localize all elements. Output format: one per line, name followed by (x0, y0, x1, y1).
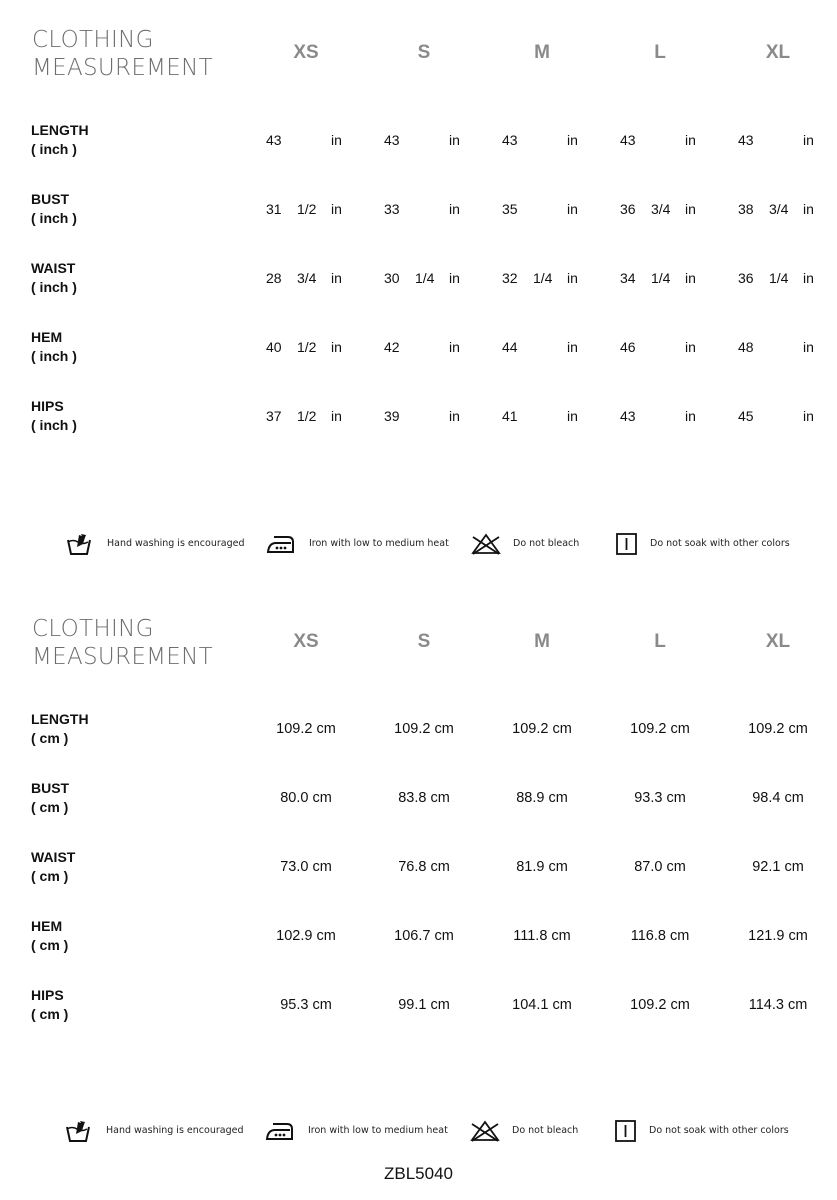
table-row (0, 779, 837, 819)
size-m-header: M (534, 631, 550, 652)
value-cm: 98.4 cm (752, 790, 804, 806)
value-cm: 111.8 cm (513, 928, 571, 944)
size-l-header: L (654, 631, 666, 652)
value-whole: 37 (266, 408, 282, 424)
row-label (31, 328, 77, 366)
measurement-unit: ( cm ) (31, 937, 69, 953)
value-fraction: 1/4 (769, 270, 789, 286)
value-cm: 80.0 cm (280, 790, 332, 806)
iron-icon (266, 532, 296, 556)
title-line-2: MEASUREMENT (32, 644, 213, 670)
value-cm: 87.0 cm (634, 859, 686, 875)
hand-wash-icon (66, 532, 92, 556)
row-label (31, 121, 89, 159)
value-unit: in (567, 132, 578, 148)
measurement-unit: ( inch ) (31, 348, 77, 364)
value-whole: 40 (266, 339, 282, 355)
iron-icon (265, 1119, 295, 1143)
measurement-unit: ( inch ) (31, 417, 77, 433)
title-line-1: CLOTHING (32, 616, 154, 642)
value-cm: 109.2 cm (630, 721, 690, 737)
care-instructions (0, 1117, 837, 1147)
value-cm: 83.8 cm (398, 790, 450, 806)
value-fraction: 1/2 (297, 201, 317, 217)
no-bleach-icon (470, 532, 502, 556)
hand-wash-text: Hand washing is encouraged (106, 1125, 244, 1136)
value-unit: in (567, 339, 578, 355)
size-xs-header: XS (293, 42, 319, 63)
value-unit: in (449, 201, 460, 217)
value-unit: in (449, 339, 460, 355)
iron-text: Iron with low to medium heat (309, 538, 449, 549)
measurement-name: HIPS (31, 398, 64, 414)
hand-wash-icon (65, 1119, 91, 1143)
value-cm: 109.2 cm (630, 997, 690, 1013)
measurement-unit: ( inch ) (31, 141, 77, 157)
no-soak-text: Do not soak with other colors (649, 1125, 789, 1136)
value-cm: 95.3 cm (280, 997, 332, 1013)
value-unit: in (685, 201, 696, 217)
no-soak-icon (614, 1119, 638, 1143)
size-xl-header: XL (765, 42, 791, 63)
value-whole: 43 (620, 408, 636, 424)
value-cm: 81.9 cm (516, 859, 568, 875)
value-cm: 121.9 cm (748, 928, 808, 944)
care-instructions (0, 530, 837, 560)
value-cm: 102.9 cm (276, 928, 336, 944)
no-soak-icon (615, 532, 639, 556)
table-row (0, 190, 837, 230)
no-bleach-icon (469, 1119, 501, 1143)
row-label (31, 917, 68, 955)
value-whole: 36 (738, 270, 754, 286)
value-unit: in (567, 270, 578, 286)
value-unit: in (331, 339, 342, 355)
value-cm: 76.8 cm (398, 859, 450, 875)
title-line-1: CLOTHING (32, 27, 154, 53)
value-whole: 43 (266, 132, 282, 148)
size-xs-header: XS (293, 631, 319, 652)
value-whole: 34 (620, 270, 636, 286)
value-fraction: 1/4 (533, 270, 553, 286)
value-cm: 116.8 cm (630, 928, 690, 944)
value-whole: 35 (502, 201, 518, 217)
measurement-name: WAIST (31, 849, 76, 865)
value-cm: 73.0 cm (280, 859, 332, 875)
table-row (0, 259, 837, 299)
value-whole: 39 (384, 408, 400, 424)
value-cm: 114.3 cm (748, 997, 808, 1013)
value-unit: in (449, 408, 460, 424)
measurement-name: WAIST (31, 260, 76, 276)
size-s-header: S (417, 42, 431, 63)
value-cm: 92.1 cm (752, 859, 804, 875)
measurement-name: HIPS (31, 987, 64, 1003)
value-unit: in (803, 201, 814, 217)
value-cm: 93.3 cm (634, 790, 686, 806)
row-label (31, 710, 89, 748)
value-fraction: 1/4 (651, 270, 671, 286)
iron-text: Iron with low to medium heat (308, 1125, 448, 1136)
value-cm: 109.2 cm (748, 721, 808, 737)
size-header-row (0, 42, 837, 64)
value-whole: 31 (266, 201, 282, 217)
value-fraction: 1/2 (297, 339, 317, 355)
table-row (0, 917, 837, 957)
value-whole: 48 (738, 339, 754, 355)
value-unit: in (803, 270, 814, 286)
value-cm: 104.1 cm (512, 997, 572, 1013)
value-unit: in (331, 408, 342, 424)
no-soak-text: Do not soak with other colors (650, 538, 790, 549)
no-bleach-text: Do not bleach (512, 1125, 579, 1136)
value-whole: 44 (502, 339, 518, 355)
value-cm: 109.2 cm (512, 721, 572, 737)
value-cm: 109.2 cm (394, 721, 454, 737)
value-unit: in (803, 132, 814, 148)
value-unit: in (567, 408, 578, 424)
value-fraction: 1/4 (415, 270, 435, 286)
no-bleach-text: Do not bleach (513, 538, 580, 549)
value-unit: in (685, 408, 696, 424)
product-code: ZBL5040 (384, 1164, 453, 1183)
row-label (31, 190, 77, 228)
value-whole: 43 (620, 132, 636, 148)
row-label (31, 986, 68, 1024)
value-whole: 42 (384, 339, 400, 355)
row-label (31, 259, 77, 297)
value-unit: in (685, 270, 696, 286)
value-whole: 41 (502, 408, 518, 424)
title-line-2: MEASUREMENT (32, 55, 213, 81)
measurement-name: BUST (31, 780, 70, 796)
value-unit: in (331, 270, 342, 286)
value-whole: 28 (266, 270, 282, 286)
table-row (0, 710, 837, 750)
value-cm: 109.2 cm (276, 721, 336, 737)
value-whole: 32 (502, 270, 518, 286)
size-m-header: M (534, 42, 550, 63)
size-s-header: S (417, 631, 431, 652)
measurement-unit: ( cm ) (31, 868, 69, 884)
table-row (0, 397, 837, 437)
value-whole: 38 (738, 201, 754, 217)
value-unit: in (331, 201, 342, 217)
value-unit: in (567, 201, 578, 217)
measurement-unit: ( inch ) (31, 279, 77, 295)
value-unit: in (803, 339, 814, 355)
measurement-unit: ( inch ) (31, 210, 77, 226)
value-cm: 106.7 cm (394, 928, 454, 944)
value-unit: in (331, 132, 342, 148)
measurement-name: LENGTH (31, 122, 89, 138)
value-cm: 99.1 cm (398, 997, 450, 1013)
measurement-name: HEM (31, 329, 63, 345)
value-fraction: 3/4 (297, 270, 317, 286)
value-whole: 30 (384, 270, 400, 286)
value-whole: 33 (384, 201, 400, 217)
measurement-unit: ( cm ) (31, 730, 69, 746)
value-unit: in (685, 132, 696, 148)
row-label (31, 397, 77, 435)
measurement-name: HEM (31, 918, 63, 934)
size-l-header: L (654, 42, 666, 63)
value-fraction: 3/4 (769, 201, 789, 217)
table-row (0, 328, 837, 368)
value-unit: in (803, 408, 814, 424)
value-unit: in (685, 339, 696, 355)
measurement-name: LENGTH (31, 711, 89, 727)
measurement-unit: ( cm ) (31, 1006, 69, 1022)
row-label (31, 779, 69, 817)
value-whole: 43 (384, 132, 400, 148)
value-unit: in (449, 270, 460, 286)
value-fraction: 1/2 (297, 408, 317, 424)
value-whole: 45 (738, 408, 754, 424)
value-whole: 43 (502, 132, 518, 148)
value-whole: 36 (620, 201, 636, 217)
value-fraction: 3/4 (651, 201, 671, 217)
hand-wash-text: Hand washing is encouraged (107, 538, 245, 549)
table-row (0, 986, 837, 1026)
table-row (0, 848, 837, 888)
value-whole: 46 (620, 339, 636, 355)
size-xl-header: XL (765, 631, 791, 652)
value-cm: 88.9 cm (516, 790, 568, 806)
size-header-row (0, 631, 837, 653)
row-label (31, 848, 75, 886)
value-unit: in (449, 132, 460, 148)
measurement-unit: ( cm ) (31, 799, 69, 815)
measurement-name: BUST (31, 191, 70, 207)
table-row (0, 121, 837, 161)
value-whole: 43 (738, 132, 754, 148)
